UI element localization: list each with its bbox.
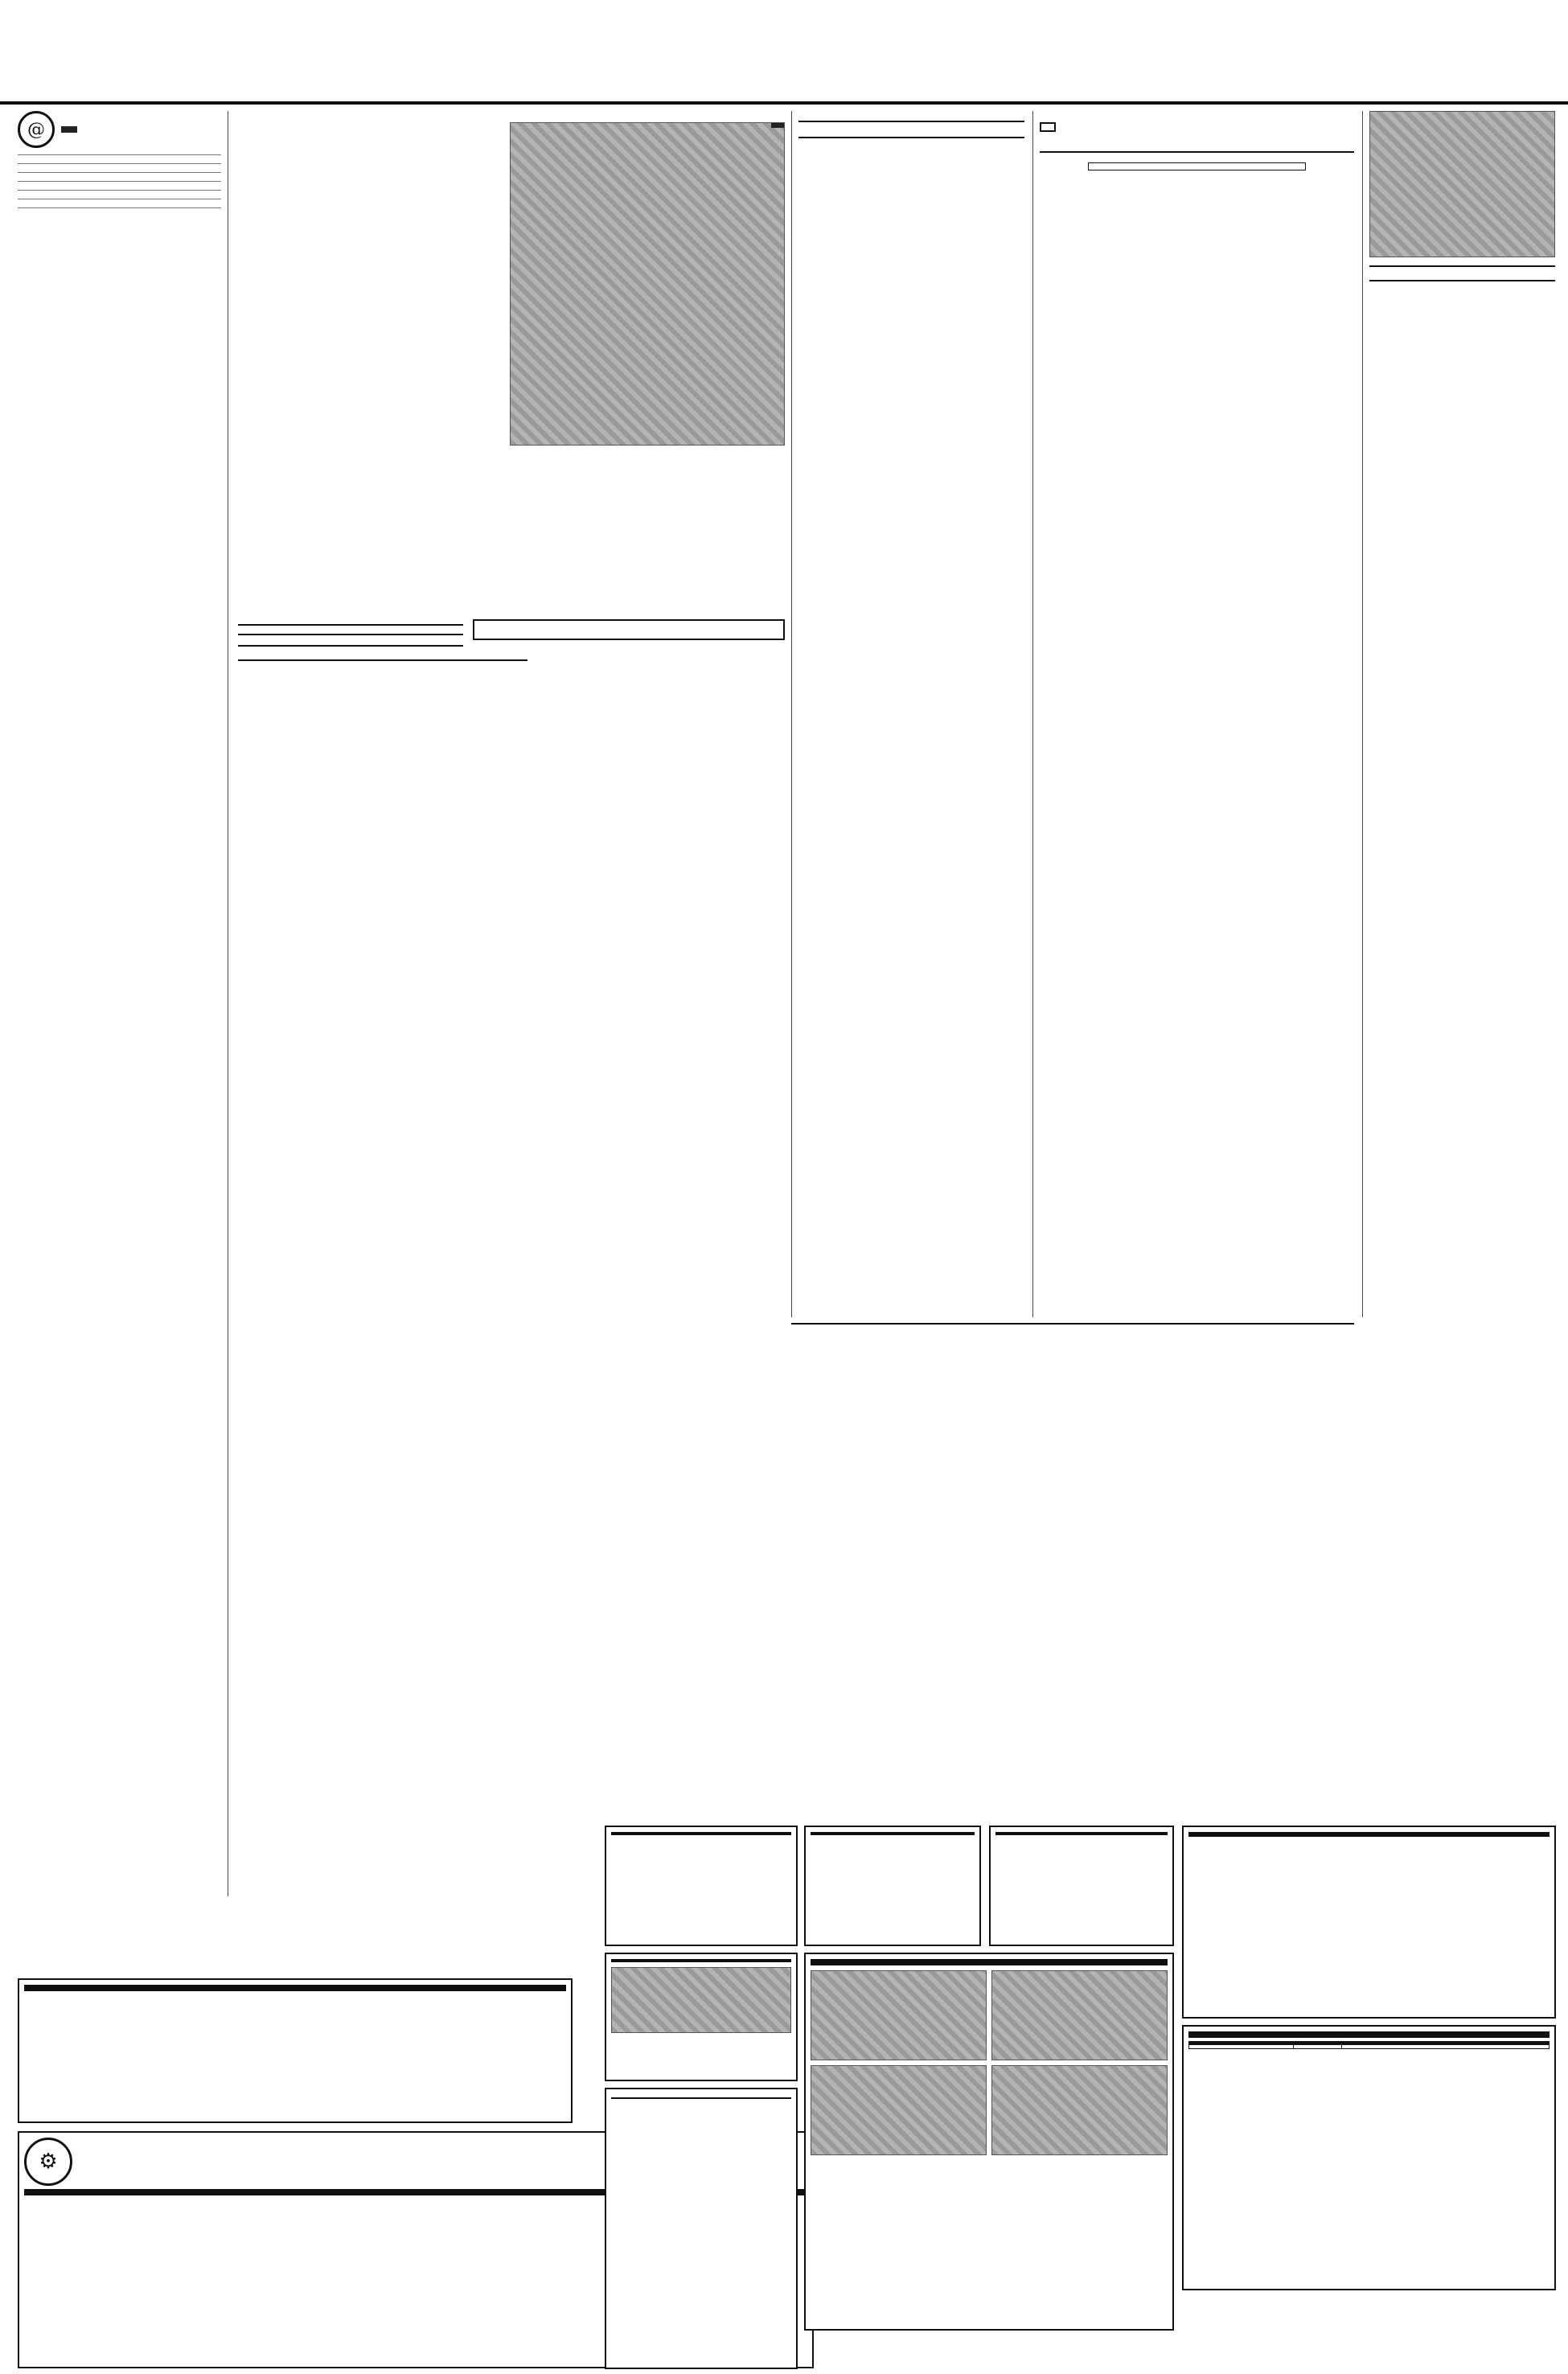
column-five bbox=[1362, 111, 1555, 1317]
mixer-photo bbox=[811, 1970, 987, 2060]
brief-item bbox=[18, 181, 221, 182]
visa-ad bbox=[605, 1826, 798, 1946]
brief-item bbox=[18, 190, 221, 191]
sidebar-header bbox=[61, 126, 77, 133]
four-murders-subhead bbox=[1040, 122, 1056, 132]
product-photo bbox=[611, 1967, 791, 2033]
column-four bbox=[1032, 111, 1354, 1317]
mymensingh-headline bbox=[1369, 280, 1555, 286]
hasina-headline bbox=[238, 619, 463, 626]
job-notice-ad bbox=[1182, 2025, 1556, 2290]
job-visa-ad bbox=[989, 1826, 1174, 1946]
brief-item bbox=[18, 154, 221, 155]
election-headline bbox=[238, 634, 463, 647]
road-repair-photo bbox=[1369, 111, 1555, 257]
finland-ad bbox=[18, 1978, 573, 2123]
ideb-gear-icon: ⚙ bbox=[24, 2138, 72, 2186]
rope-hoist-photo bbox=[991, 2065, 1168, 2155]
brief-item bbox=[18, 207, 221, 208]
brief-item bbox=[18, 163, 221, 164]
lead-story bbox=[238, 111, 785, 614]
tb-inset bbox=[1088, 162, 1306, 170]
mid-column bbox=[238, 619, 785, 1817]
hopper-photo bbox=[991, 1970, 1168, 2060]
brick-breaker-photo bbox=[811, 2065, 987, 2155]
tb-headline bbox=[1040, 151, 1354, 158]
masthead bbox=[0, 0, 1568, 105]
hair-problem-ad bbox=[605, 1953, 798, 2081]
swapno-visa-ad bbox=[804, 1826, 981, 1946]
brief-item bbox=[18, 172, 221, 173]
attack-headline bbox=[798, 137, 1024, 143]
lead-headline bbox=[238, 111, 785, 122]
bionic-engineering-ad bbox=[804, 1953, 1174, 2331]
leton-brickfield-ad bbox=[1182, 1826, 1556, 2019]
ward-story bbox=[791, 1323, 1354, 1817]
spiral-icon: @ bbox=[18, 111, 55, 148]
hospital-photo bbox=[510, 122, 785, 446]
sylhet-headline bbox=[1369, 265, 1555, 272]
samsul-haque-school-ad bbox=[605, 2088, 798, 2369]
photo-caption bbox=[771, 123, 784, 128]
column-three bbox=[791, 111, 1024, 1317]
sidebar-briefs bbox=[18, 111, 228, 1896]
al-headline bbox=[798, 121, 1024, 127]
